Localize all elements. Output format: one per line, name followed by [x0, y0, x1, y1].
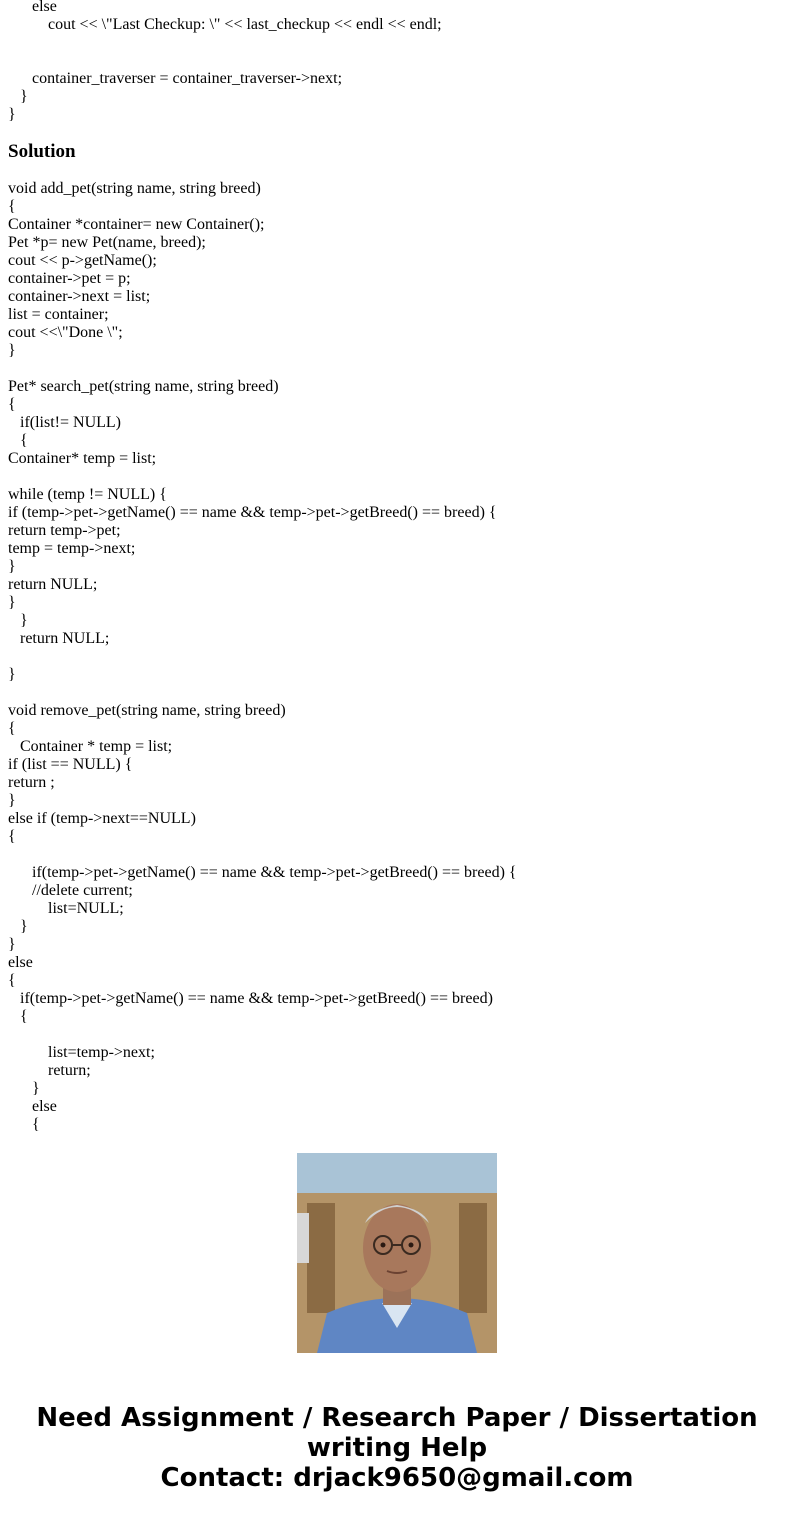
code-line: {	[8, 720, 16, 737]
code-line: {	[8, 1008, 28, 1025]
code-line: }	[8, 558, 16, 575]
code-line: while (temp != NULL) {	[8, 486, 167, 503]
code-line: {	[8, 198, 16, 215]
solution-code-block	[8, 180, 788, 1133]
code-line: cout << p->getName();	[8, 252, 157, 269]
cta-line-1: Need Assignment / Research Paper / Dissertation	[36, 1403, 758, 1433]
code-line: {	[8, 1116, 40, 1133]
code-line: void remove_pet(string name, string breed)	[8, 702, 286, 719]
cta-line-2: writing Help	[306, 1433, 488, 1463]
code-line: }	[8, 612, 28, 629]
code-line: {	[8, 972, 16, 989]
code-line: if(temp->pet->getName() == name && temp->pet->getBreed() == breed)	[8, 990, 493, 1007]
code-line: }	[8, 1080, 40, 1097]
code-line: container->next = list;	[8, 288, 151, 305]
code-line: if(temp->pet->getName() == name && temp->pet->getBreed() == breed) {	[8, 864, 517, 881]
code-line: Container *container= new Container();	[8, 216, 265, 233]
author-portrait-image	[297, 1153, 497, 1353]
code-line: cout <<\"Done \";	[8, 324, 123, 341]
code-line: return NULL;	[8, 630, 110, 647]
code-line: temp = temp->next;	[8, 540, 136, 557]
code-line: Pet *p= new Pet(name, breed);	[8, 234, 206, 251]
code-line: if(list!= NULL)	[8, 414, 121, 431]
code-line: if (list == NULL) {	[8, 756, 133, 773]
code-line: }	[8, 342, 16, 359]
contact-banner	[0, 1403, 794, 1493]
code-line: Container * temp = list;	[8, 738, 173, 755]
code-line: }	[8, 792, 16, 809]
code-line: Container* temp = list;	[8, 450, 157, 467]
code-line: //delete current;	[8, 882, 133, 899]
code-line: else	[8, 0, 57, 15]
code-line: }	[8, 936, 16, 953]
code-line: list=NULL;	[8, 900, 124, 917]
code-line: container->pet = p;	[8, 270, 131, 287]
code-line: list = container;	[8, 306, 109, 323]
code-line: else	[8, 1098, 57, 1115]
code-line: }	[8, 88, 28, 105]
code-line: else if (temp->next==NULL)	[8, 810, 196, 827]
code-line: }	[8, 594, 16, 611]
code-line: }	[8, 666, 16, 683]
code-line: }	[8, 106, 16, 123]
solution-heading: Solution	[8, 141, 76, 162]
code-line: Pet* search_pet(string name, string breed)	[8, 378, 279, 395]
cta-line-3: Contact: drjack9650@gmail.com	[160, 1463, 634, 1493]
code-line: container_traverser = container_traverser->next;	[8, 70, 343, 87]
author-avatar	[297, 1153, 497, 1353]
code-line: cout << \"Last Checkup: \" << last_checkup << endl << endl;	[8, 16, 442, 33]
code-line: list=temp->next;	[8, 1044, 155, 1061]
code-line: return temp->pet;	[8, 522, 121, 539]
code-line: {	[8, 432, 28, 449]
code-line: void add_pet(string name, string breed)	[8, 180, 261, 197]
code-line: {	[8, 828, 16, 845]
code-line: return;	[8, 1062, 91, 1079]
code-line: }	[8, 918, 28, 935]
code-line: if (temp->pet->getName() == name && temp->pet->getBreed() == breed) {	[8, 504, 497, 521]
code-line: else	[8, 954, 33, 971]
code-line: return ;	[8, 774, 55, 791]
code-line: {	[8, 396, 16, 413]
code-line: return NULL;	[8, 576, 98, 593]
